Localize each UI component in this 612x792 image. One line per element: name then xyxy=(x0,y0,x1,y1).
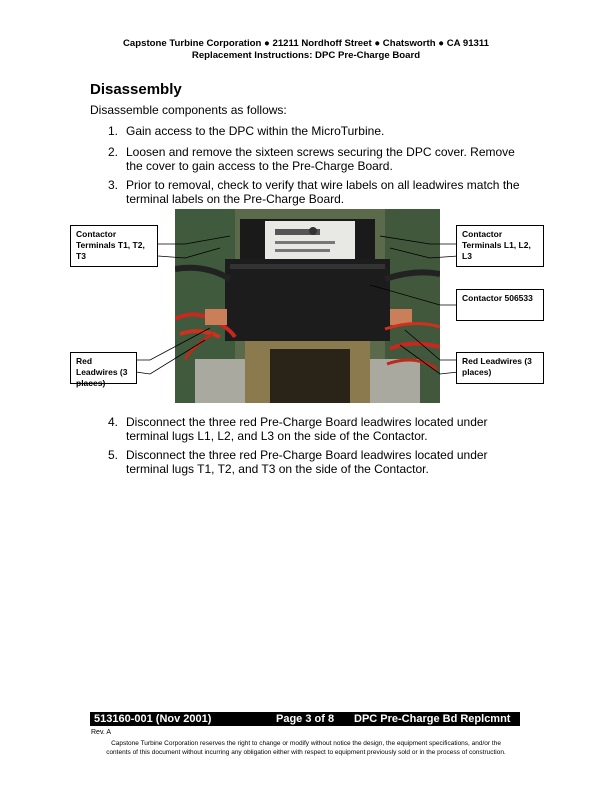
footer-bar xyxy=(90,712,520,726)
footer-disclaimer-line-1: Capstone Turbine Corporation reserves the right to change or modify without notice the design, the equipment specifications, and/or the xyxy=(111,740,501,747)
step-text: Disconnect the three red Pre-Charge Board leadwires located under terminal lugs L1, L2, and L3 on the side of the Contactor. xyxy=(126,415,488,443)
step-number: 3. xyxy=(108,178,119,192)
callout-red-leadwires-right: Red Leadwires (3 places) xyxy=(456,352,544,384)
step-text: Gain access to the DPC within the MicroTurbine. xyxy=(126,124,385,138)
callout-red-leadwires-left: Red Leadwires (3 places) xyxy=(70,352,137,384)
footer-page-number: Page 3 of 8 xyxy=(276,713,335,725)
step-text: Prior to removal, check to verify that wire labels on all leadwires match the terminal labels on the Pre-Charge Board. xyxy=(126,178,520,206)
step-text: Loosen and remove the sixteen screws securing the DPC cover. Remove the cover to gain access to the Pre-Charge Board. xyxy=(126,145,515,173)
footer-revision: Rev. A xyxy=(91,729,112,736)
footer-disclaimer-line-2: contents of this document without incurring any obligation either with respect to equipment previously sold or in the process of construction. xyxy=(106,749,506,756)
step-number: 2. xyxy=(108,145,119,159)
contactor-photo xyxy=(175,209,440,403)
footer-doc-number: 513160-001 (Nov 2001) xyxy=(94,713,212,725)
callout-contactor-terminals-t: Contactor Terminals T1, T2, T3 xyxy=(70,225,158,267)
footer-doc-title: DPC Pre-Charge Bd Replcmnt xyxy=(354,713,511,725)
callout-contactor-terminals-l: Contactor Terminals L1, L2, L3 xyxy=(456,225,544,267)
section-title: Disassembly xyxy=(90,81,182,98)
step-number: 1. xyxy=(108,124,119,138)
step-text: Disconnect the three red Pre-Charge Board leadwires located under terminal lugs T1, T2, and T3 on the side of the Contactor. xyxy=(126,448,488,476)
step-number: 5. xyxy=(108,448,119,462)
header-address: Capstone Turbine Corporation ● 21211 Nordhoff Street ● Chatsworth ● CA 91311 xyxy=(122,38,490,49)
section-intro: Disassemble components as follows: xyxy=(90,103,287,117)
header-doc-title: Replacement Instructions: DPC Pre-Charge Board xyxy=(191,50,421,61)
callout-contactor-part: Contactor 506533 xyxy=(456,289,544,321)
step-number: 4. xyxy=(108,415,119,429)
